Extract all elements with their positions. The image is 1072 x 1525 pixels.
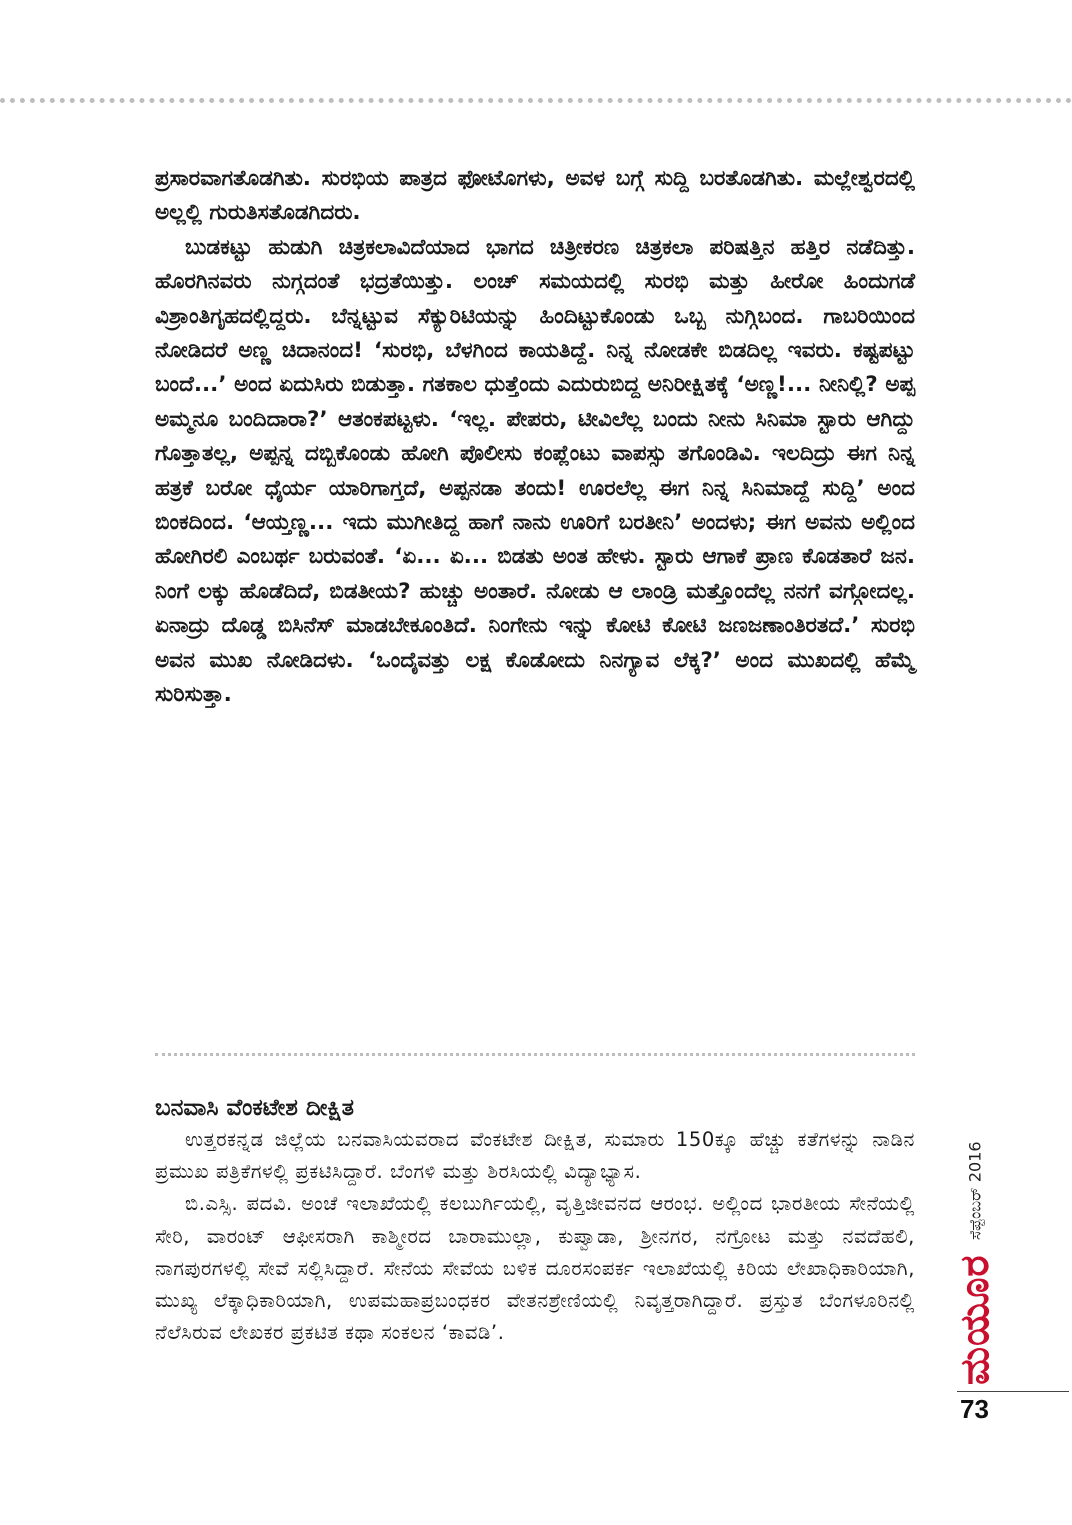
story-paragraph-1: ಪ್ರಸಾರವಾಗತೊಡಗಿತು. ಸುರಭಿಯ ಪಾತ್ರದ ಫೋಟೊಗಳು, ಅವಳ ಬಗ್ಗೆ ಸುದ್ದಿ ಬರತೊಡಗಿತು. ಮಲ್ಲೇಶ್ವರದಲ್ಲಿ ಅಲ್ಲಲ್ಲಿ ಗುರುತಿಸತೊಡಗಿದರು. <box>155 166 915 226</box>
page-number-rule <box>957 1391 1069 1392</box>
author-bio <box>155 1092 915 1349</box>
top-dotted-rule <box>0 98 1072 103</box>
story-text <box>155 162 915 713</box>
magazine-masthead <box>940 1095 1010 1385</box>
story-paragraph-2: ಬುಡಕಟ್ಟು ಹುಡುಗಿ ಚಿತ್ರಕಲಾವಿದೆಯಾದ ಭಾಗದ ಚಿತ್ರೀಕರಣ ಚಿತ್ರಕಲಾ ಪರಿಷತ್ತಿನ ಹತ್ತಿರ ನಡೆದಿತ್ತು. ಹೊರಗಿನವರು ನುಗ್ಗದಂತೆ ಭದ್ರತೆಯಿತ್ತು. ಲಂಚ್ ಸಮಯದಲ್ಲಿ ಸುರಭಿ ಮತ್ತು ಹೀರೋ ಹಿಂದುಗಡೆ ವಿಶ್ರಾಂತಿಗೃಹದಲ್ಲಿದ್ದರು. ಬೆನ್ನಟ್ಟುವ ಸೆಕ್ಯುರಿಟಿಯನ್ನು ಹಿಂದಿಟ್ಟುಕೊಂಡು ಒಬ್ಬ ನುಗ್ಗಿಬಂದ. ಗಾಬರಿಯಿಂದ ನೋಡಿದರೆ ಅಣ್ಣ ಚಿದಾನಂದ! ‘ಸುರಭಿ, ಬೆಳಗಿಂದ ಕಾಯತಿದ್ದೆ. ನಿನ್ನ ನೋಡಕೇ ಬಿಡದಿಲ್ಲ ಇವರು. ಕಷ್ಟಪಟ್ಟು ಬಂದೆ...’ ಅಂದ ಏದುಸಿರು ಬಿಡುತ್ತಾ. ಗತಕಾಲ ಧುತ್ತೆಂದು ಎದುರುಬಿದ್ದ ಅನಿರೀಕ್ಷಿತಕ್ಕೆ ‘ಅಣ್ಣ!... ನೀನಿಲ್ಲಿ? ಅಪ್ಪ ಅಮ್ಮನೂ ಬಂದಿದಾರಾ?’ ಆತಂಕಪಟ್ಟಳು. ‘ಇಲ್ಲ. ಪೇಪರು, ಟೀವಿಲೆಲ್ಲ ಬಂದು ನೀನು ಸಿನಿಮಾ ಸ್ಟಾರು ಆಗಿದ್ದು ಗೊತ್ತಾತಲ್ಲ, ಅಪ್ಪನ್ನ ದಬ್ಬಿಕೊಂಡು ಹೋಗಿ ಪೊಲೀಸು ಕಂಪ್ಲೆಂಟು ವಾಪಸ್ಸು ತಗೊಂಡಿವಿ. ಇಲದಿದ್ರು ಈಗ ನಿನ್ನ ಹತ್ರಕೆ ಬರೋ ಧೈರ್ಯ ಯಾರಿಗಾಗ್ತದೆ, ಅಪ್ಪನಡಾ ತಂದು! ಊರಲೆಲ್ಲ ಈಗ ನಿನ್ನ ಸಿನಿಮಾದ್ದೆ ಸುದ್ದಿ’ ಅಂದ ಬಿಂಕದಿಂದ. ‘ಆಯ್ತಣ್ಣ... ಇದು ಮುಗೀತಿದ್ದ ಹಾಗೆ ನಾನು ಊರಿಗೆ ಬರತೀನಿ’ ಅಂದಳು; ಈಗ ಅವನು ಅಲ್ಲಿಂದ ಹೋಗಿರಲಿ ಎಂಬರ್ಥ ಬರುವಂತೆ. ‘ಏ... ಏ... ಬಿಡತು ಅಂತ ಹೇಳು. ಸ್ಟಾರು ಆಗಾಕೆ ಪ್ರಾಣ ಕೊಡತಾರೆ ಜನ. ನಿಂಗೆ ಲಕ್ಕು ಹೊಡೆದಿದೆ, ಬಿಡತೀಯ? ಹುಚ್ಚು ಅಂತಾರೆ. ನೋಡು ಆ ಲಾಂಡ್ರಿ ಮತ್ತೊಂದೆಲ್ಲ ನನಗೆ ವಗ್ಗೋದಲ್ಲ. ಏನಾದ್ರು ದೊಡ್ಡ ಬಿಸಿನೆಸ್ ಮಾಡಬೇಕೂಂತಿದೆ. ನಿಂಗೇನು ಇನ್ನು ಕೋಟಿ ಕೋಟಿ ಜಣಜಣಾಂತಿರತದೆ.’ ಸುರಭಿ ಅವನ ಮುಖ ನೋಡಿದಳು. ‘ಒಂದೈವತ್ತು ಲಕ್ಷ ಕೊಡೋದು ನಿನಗ್ಯಾವ ಲೆಕ್ಕ?’ ಅಂದ ಮುಖದಲ್ಲಿ ಹೆಮ್ಮೆ ಸುರಿಸುತ್ತಾ. <box>155 234 915 708</box>
author-name: ಬನವಾಸಿ ವೆಂಕಟೇಶ ದೀಕ್ಷಿತ <box>155 1094 354 1121</box>
bio-paragraph-2: ಬಿ.ಎಸ್ಸಿ. ಪದವಿ. ಅಂಚೆ ಇಲಾಖೆಯಲ್ಲಿ ಕಲಬುರ್ಗಿಯಲ್ಲಿ, ವೃತ್ತಿಜೀವನದ ಆರಂಭ. ಅಲ್ಲಿಂದ ಭಾರತೀಯ ಸೇನೆಯಲ್ಲಿ ಸೇರಿ, ವಾರಂಟ್ ಆಫೀಸರಾಗಿ ಕಾಶ್ಮೀರದ ಬಾರಾಮುಲ್ಲಾ, ಕುಪ್ವಾಡಾ, ಶ್ರೀನಗರ, ನಗ್ರೋಟ ಮತ್ತು ನವದೆಹಲಿ, ನಾಗಪುರಗಳಲ್ಲಿ ಸೇವೆ ಸಲ್ಲಿಸಿದ್ದಾರೆ. ಸೇನೆಯ ಸೇವೆಯ ಬಳಿಕ ದೂರಸಂಪರ್ಕ ಇಲಾಖೆಯಲ್ಲಿ ಕಿರಿಯ ಲೇಖಾಧಿಕಾರಿಯಾಗಿ, ಮುಖ್ಯ ಲೆಕ್ಕಾಧಿಕಾರಿಯಾಗಿ, ಉಪಮಹಾಪ್ರಬಂಧಕರ ವೇತನಶ್ರೇಣಿಯಲ್ಲಿ ನಿವೃತ್ತರಾಗಿದ್ದಾರೆ. ಪ್ರಸ್ತುತ ಬೆಂಗಳೂರಿನಲ್ಲಿ ನೆಲೆಸಿರುವ ಲೇಖಕರ ಪ್ರಕಟಿತ ಕಥಾ ಸಂಕಲನ ‘ಕಾವಡಿ’. <box>155 1192 915 1345</box>
page-number: 73 <box>960 1394 989 1424</box>
bio-paragraph-1: ಉತ್ತರಕನ್ನಡ ಜಿಲ್ಲೆಯ ಬನವಾಸಿಯವರಾದ ವೆಂಕಟೇಶ ದೀಕ್ಷಿತ, ಸುಮಾರು 150ಕ್ಕೂ ಹೆಚ್ಚು ಕತೆಗಳನ್ನು ನಾಡಿನ ಪ್ರಮುಖ ಪತ್ರಿಕೆಗಳಲ್ಲಿ ಪ್ರಕಟಿಸಿದ್ದಾರೆ. ಬೆಂಗಳಿ ಮತ್ತು ಶಿರಸಿಯಲ್ಲಿ ವಿದ್ಯಾಭ್ಯಾಸ. <box>155 1128 915 1184</box>
magazine-logo: ಮಯೂರ <box>952 1254 998 1385</box>
section-dotted-rule <box>155 1053 915 1056</box>
issue-date: ಸೆಪ್ಟೆಂಬರ್ 2016 <box>965 1141 985 1241</box>
